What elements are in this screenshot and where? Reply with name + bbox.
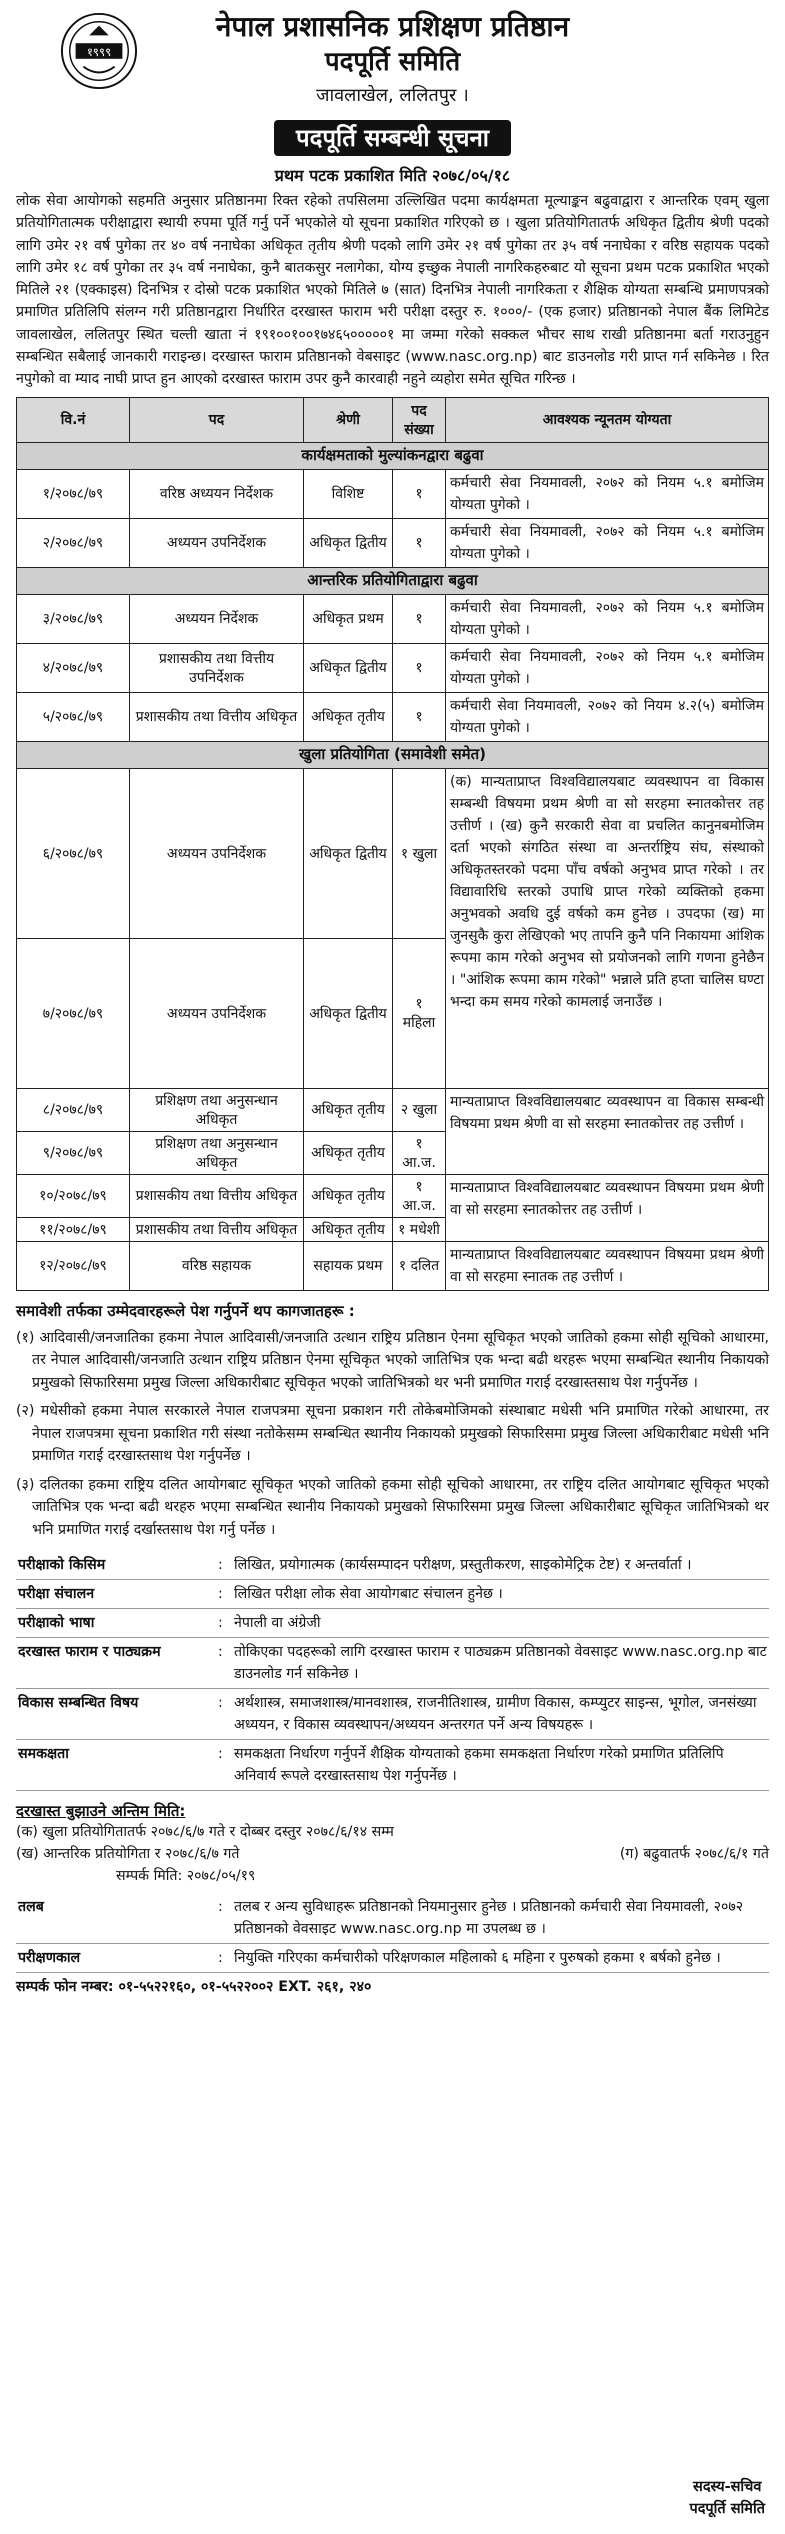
info-row bbox=[16, 1638, 769, 1689]
notice-banner: पदपूर्ति सम्बन्धी सूचना bbox=[274, 120, 511, 156]
info-value: अर्थशास्त्र, समाजशास्त्र/मानवशास्त्र, राजनीतिशास्त्र, ग्रामीण विकास, कम्प्युटर साइन्स, भूगोल, जनसंख्या अध्ययन, र विकास व्यवस्थापन/अध्ययन अन्तरगत पर्ने अन्य विषयहरू । bbox=[232, 1689, 769, 1740]
cell-count: १ bbox=[393, 594, 446, 643]
info-value: नियुक्ति गरिएका कर्मचारीको परिक्षणकाल महिलाको ६ महिना र पुरुषको हकमा १ बर्षको हुनेछ । bbox=[232, 1944, 769, 1973]
info-key: परीक्षा संचालन bbox=[16, 1580, 216, 1609]
cell-count: १ आ.ज. bbox=[393, 1131, 446, 1174]
info-row bbox=[16, 1689, 769, 1740]
info-key: विकास सम्बन्धित विषय bbox=[16, 1689, 216, 1740]
cell-level: अधिकृत द्वितीय bbox=[304, 938, 393, 1088]
cell-post: अध्ययन उपनिर्देशक bbox=[130, 518, 304, 567]
address: जावलाखेल, ललितपुर । bbox=[316, 85, 469, 106]
contact-phone: सम्पर्क फोन नम्बर: ०१-५५२२१६०, ०१-५५२२००२ EXT. २६१, २४० bbox=[16, 1979, 372, 1996]
cell-qualification: (क) मान्यताप्राप्त विश्वविद्यालयबाट व्यवस्थापन वा विकास सम्बन्धी विषयमा प्रथम श्रेणी वा सो सरहमा स्नातकोत्तर तह उत्तीर्ण । (ख) कुनै सरकारी सेवा वा प्रचलित कानुनबमोजिम दर्ता भएको संगठित संस्था वा अन्तर्राष्ट्रिय संघ, संस्थाको अधिकृतस्तरको पदमा पाँच वर्षको अनुभव प्राप्त गरेको । तर विद्यावारिधि स्तरको उपाधि प्राप्त गरेको व्यक्तिको हकमा अनुभवको अवधि दुई वर्षको कम हुनेछ । उपदफा (ख) मा जुनसुकै कुरा लेखिएको भए तापनि कुनै पनि निकायमा आंशिक रूपमा काम गरेको अनुभव सो प्रयोजनको लागि गणना हुनेछैन । "आंशिक रूपमा काम गरेको" भन्नाले प्रति हप्ता चालिस घण्टा भन्दा कम समय गरेको कामलाई जनाउँछ । bbox=[446, 768, 769, 1088]
cell-qualification: कर्मचारी सेवा नियमावली, २०७२ को नियम ५.१ बमोजिम योग्यता पुगेको । bbox=[446, 518, 769, 567]
info-sep: : bbox=[216, 1551, 232, 1580]
info-sep: : bbox=[216, 1580, 232, 1609]
cell-qualification: मान्यताप्राप्त विश्वविद्यालयबाट व्यवस्थापन विषयमा प्रथम श्रेणी वा सो सरहमा स्नातक तह उत्तीर्ण । bbox=[446, 1241, 769, 1290]
published-date: प्रथम पटक प्रकाशित मिति २०७८/०५/१८ bbox=[274, 166, 511, 185]
cell-qualification: कर्मचारी सेवा नियमावली, २०७२ को नियम ५.१ बमोजिम योग्यता पुगेको । bbox=[446, 643, 769, 692]
deadline-title: दरखास्त बुझाउने अन्तिम मिति: bbox=[16, 1802, 186, 1821]
info-sep: : bbox=[216, 1740, 232, 1791]
info-value: समकक्षता निर्धारण गर्नुपर्ने शैक्षिक योग्यताको हकमा समकक्षता निर्धारण गरेको प्रमाणित प्रतिलिपि अनिवार्य रूपले दरखास्तसाथ पेश गर्नुपर्नेछ । bbox=[232, 1740, 769, 1791]
signature-block bbox=[690, 2476, 766, 2520]
cell-qualification: मान्यताप्राप्त विश्वविद्यालयबाट व्यवस्थापन वा विकास सम्बन्धी विषयमा प्रथम श्रेणी वा सो सरहमा स्नातकोत्तर तह उत्तीर्ण । bbox=[446, 1088, 769, 1174]
signatory-committee: पदपूर्ति समिति bbox=[689, 2501, 765, 2517]
cell-count: १ महिला bbox=[393, 938, 446, 1088]
cell-level: अधिकृत द्वितीय bbox=[304, 643, 393, 692]
section-row bbox=[17, 741, 769, 768]
info-key: परीक्षाको भाषा bbox=[16, 1609, 216, 1638]
contact-date: सम्पर्क मिति: २०७८/०५/१९ bbox=[116, 1868, 256, 1885]
info-value: तलब र अन्य सुविधाहरू प्रतिष्ठानको नियमानुसार हुनेछ । प्रतिष्ठानको कर्मचारी सेवा नियमावली, २०७२ प्रतिष्ठानको वेवसाइट www.nasc.org.np मा उपलब्ध छ । bbox=[232, 1893, 769, 1944]
info-sep: : bbox=[216, 1893, 232, 1944]
cell-post: अध्ययन उपनिर्देशक bbox=[130, 938, 304, 1088]
cell-post: वरिष्ठ अध्ययन निर्देशक bbox=[130, 469, 304, 518]
info-value: नेपाली वा अंग्रेजी bbox=[232, 1609, 769, 1638]
cell-post: प्रशासकीय तथा वित्तीय अधिकृत bbox=[130, 1174, 304, 1217]
cell-post: अध्ययन उपनिर्देशक bbox=[130, 768, 304, 938]
deadline-row bbox=[16, 1843, 769, 1865]
cell-sn: ५/२०७८/७९ bbox=[17, 692, 130, 741]
posts-table bbox=[16, 397, 769, 1291]
section-title: कार्यक्षमताको मुल्यांकनद्वारा बढुवा bbox=[17, 442, 769, 469]
cell-post: प्रशासकीय तथा वित्तीय अधिकृत bbox=[130, 692, 304, 741]
cell-post: वरिष्ठ सहायक bbox=[130, 1241, 304, 1290]
section-title: आन्तरिक प्रतियोगिताद्वारा बढुवा bbox=[17, 567, 769, 594]
cell-qualification: कर्मचारी सेवा नियमावली, २०७२ को नियम ५.१ बमोजिम योग्यता पुगेको । bbox=[446, 594, 769, 643]
cell-post: अध्ययन निर्देशक bbox=[130, 594, 304, 643]
cell-count: १ bbox=[393, 518, 446, 567]
table-row bbox=[17, 692, 769, 741]
cell-post: प्रशिक्षण तथा अनुसन्धान अधिकृत bbox=[130, 1131, 304, 1174]
cell-count: १ आ.ज. bbox=[393, 1174, 446, 1217]
info-sep: : bbox=[216, 1944, 232, 1973]
intro-paragraph: लोक सेवा आयोगको सहमति अनुसार प्रतिष्ठानमा रिक्त रहेको तपसिलमा उल्लिखित पदमा कार्यक्षमता मूल्याङ्कन बढुवाद्वारा र आन्तरिक एवम् खुला प्रतियोगितात्मक परीक्षाद्वारा स्थायी रुपमा पूर्ति गर्नु पर्ने भएकोले यो सूचना प्रकाशित गरिएको छ । खुला प्रतियोगितातर्फ अधिकृत द्वितीय श्रेणी पदको लागि उमेर २१ वर्ष पुगेका तर ४० वर्ष ननाघेका अधिकृत तृतीय श्रेणी पदको लागि उमेर २१ वर्ष पुगेका तर ३५ वर्ष ननाघेका र वरिष्ठ सहायक पदको लागि उमेर १८ वर्ष पुगेका तर ३५ वर्ष ननाघेका, कुनै बातकसुर नलागेका, योग्य इच्छुक नेपाली नागरिकहरुबाट यो सूचना प्रथम पटक प्रकाशित भएको मितिले २१ (एक्काइस) दिनभित्र र दोस्रो पटक प्रकाशित भएको मितिले ७ (सात) दिनभित्र नेपाली नागरिकता र शैक्षिक योग्यता सम्बन्धि प्रमाणपत्रको प्रमाणित प्रतिलिपि संलग्न गरी प्रतिष्ठानद्वारा निर्धारित दरखास्त फाराम भरी परीक्षा दस्तुर रु. १०००/- (एक हजार) प्रतिष्ठानको नेपाल बैंक लिमिटेड जावलाखेल, ललितपुर स्थित चल्ती खाता नं १९१००१००१७४६५०००००१ मा जम्मा गरेको सक्कल भौचर साथ राखी प्रतिष्ठानमा बर्ता गराउनुहुन सम्बन्धित सबैलाई जानकारी गराइन्छ। दरखास्त फाराम प्रतिष्ठानको वेबसाइट (www.nasc.org.np) बाट डाउनलोड गरी प्राप्त गर्न सकिनेछ । रित नपुगेको वा म्याद नाघी प्राप्त हुन आएको दरखास्त फाराम उपर कुनै कारवाही नहुने व्यहोरा समेत सूचित गरिन्छ । bbox=[16, 193, 769, 388]
table-header-row bbox=[17, 397, 769, 442]
section-row bbox=[17, 567, 769, 594]
info-value: तोकिएका पदहरूको लागि दरखास्त फाराम र पाठ्यक्रम प्रतिष्ठानको वेवसाइट www.nasc.org.np बाट डाउनलोड गर्न सकिनेछ । bbox=[232, 1638, 769, 1689]
header bbox=[16, 0, 769, 118]
info-row bbox=[16, 1609, 769, 1638]
cell-sn: ३/२०७८/७९ bbox=[17, 594, 130, 643]
cell-post: प्रशिक्षण तथा अनुसन्धान अधिकृत bbox=[130, 1088, 304, 1131]
col-header-qualification: आवश्यक न्यूनतम योग्यता bbox=[446, 397, 769, 442]
inclusive-doc-item: (१) आदिवासी/जनजातिका हकमा नेपाल आदिवासी/जनजाति उत्थान राष्ट्रिय प्रतिष्ठान ऐनमा सूचिकृत भएको जातिको हकमा सोही सूचिको आधारमा, तर नेपाल आदिवासी/जनजाति उत्थान राष्ट्रिय प्रतिष्ठान ऐनमा सूचिकृत भएको जातिभित्र एक भन्दा बढी थरहरू भएमा सम्बन्धित स्थानीय निकायको प्रमुखको सिफारिसमा प्रमुख जिल्ला अधिकारीबाट सूचिकृत भएको जातिभित्रको थर भनी प्रमाणित गराई दरखास्तसाथ पेश गर्नुपर्नेछ । bbox=[16, 1329, 769, 1391]
cell-sn: ४/२०७८/७९ bbox=[17, 643, 130, 692]
cell-sn: २/२०७८/७९ bbox=[17, 518, 130, 567]
section-row bbox=[17, 442, 769, 469]
cell-sn: १०/२०७८/७९ bbox=[17, 1174, 130, 1217]
cell-level: अधिकृत प्रथम bbox=[304, 594, 393, 643]
inclusive-doc-item: (२) मधेसीको हकमा नेपाल सरकारले नेपाल राजपत्रमा सूचना प्रकाशन गरी तोकेबमोजिमको संस्थाबाट मधेसी भनि प्रमाणित गरेको आधारमा, तर नेपाल राजपत्रमा सूचना प्रकाशित गरी संस्था नतोकेसम्म सम्बन्धित स्थानीय निकायको प्रमुखको सिफारिसमा प्रमुख जिल्ला अधिकारीबाट मधेसी भनि प्रमाणित गराई दरखास्तसाथ पेश गर्नुपर्नेछ । bbox=[16, 1403, 770, 1465]
svg-text:१९९९: १९९९ bbox=[86, 44, 112, 59]
col-header-post: पद bbox=[130, 397, 304, 442]
info-sep: : bbox=[216, 1689, 232, 1740]
cell-sn: ११/२०७८/७९ bbox=[17, 1217, 130, 1241]
cell-sn: ८/२०७८/७९ bbox=[17, 1088, 130, 1131]
table-row bbox=[17, 768, 769, 938]
inclusive-docs-title: समावेशी तर्फका उम्मेदवारहरूले पेश गर्नुपर्ने थप कागजातहरू : bbox=[16, 1301, 355, 1320]
deadline-open: (क) खुला प्रतियोगितातर्फ २०७८/६/७ गते र दोब्बर दस्तुर २०७८/६/१४ सम्म bbox=[16, 1824, 394, 1841]
table-row bbox=[17, 1088, 769, 1131]
info-sep: : bbox=[216, 1638, 232, 1689]
info-row bbox=[16, 1740, 769, 1791]
info-key: परीक्षाको किसिम bbox=[16, 1551, 216, 1580]
cell-sn: १२/२०७८/७९ bbox=[17, 1241, 130, 1290]
signatory-title: सदस्य-सचिव bbox=[693, 2479, 762, 2495]
inclusive-doc-item: (३) दलितका हकमा राष्ट्रिय दलित आयोगबाट सूचिकृत भएको जातिको हकमा सोही सूचिको आधारमा, तर राष्ट्रिय दलित आयोगबाट सूचिकृत भएको जातिभित्र एक भन्दा बढी थरहरु भएमा सम्बन्धित स्थानीय निकायको प्रमुखको सिफारिसमा प्रमुख जिल्ला अधिकारीबाट सूचिकृत जातिभित्रको थर भनि प्रमाणित गराई दर्खास्तसाथ पेश गर्नु पर्नेछ । bbox=[16, 1476, 769, 1538]
cell-level: अधिकृत तृतीय bbox=[304, 692, 393, 741]
cell-sn: ६/२०७८/७९ bbox=[17, 768, 130, 938]
cell-count: १ bbox=[393, 469, 446, 518]
info-row bbox=[16, 1551, 769, 1580]
exam-info-table bbox=[16, 1551, 769, 1791]
cell-post: प्रशासकीय तथा वित्तीय अधिकृत bbox=[130, 1217, 304, 1241]
cell-count: १ bbox=[393, 643, 446, 692]
cell-level: अधिकृत द्वितीय bbox=[304, 768, 393, 938]
section-title: खुला प्रतियोगिता (समावेशी समेत) bbox=[17, 741, 769, 768]
cell-count: १ मधेशी bbox=[393, 1217, 446, 1241]
deadline-internal: (ख) आन्तरिक प्रतियोगिता र २०७८/६/७ गते bbox=[16, 1846, 240, 1863]
info-value: लिखित परीक्षा लोक सेवा आयोगबाट संचालन हुनेछ । bbox=[232, 1580, 769, 1609]
table-row bbox=[17, 1174, 769, 1217]
cell-level: अधिकृत तृतीय bbox=[304, 1088, 393, 1131]
cell-level: अधिकृत तृतीय bbox=[304, 1217, 393, 1241]
cell-count: १ खुला bbox=[393, 768, 446, 938]
deadline-block bbox=[16, 1821, 769, 1887]
cell-count: १ दलित bbox=[393, 1241, 446, 1290]
info-key: दरखास्त फाराम र पाठ्यक्रम bbox=[16, 1638, 216, 1689]
cell-sn: १/२०७८/७९ bbox=[17, 469, 130, 518]
cell-level: अधिकृत तृतीय bbox=[304, 1131, 393, 1174]
info-row bbox=[16, 1944, 769, 1973]
cell-level: सहायक प्रथम bbox=[304, 1241, 393, 1290]
footer-info-table bbox=[16, 1893, 769, 1973]
col-header-level: श्रेणी bbox=[304, 397, 393, 442]
cell-post: प्रशासकीय तथा वित्तीय उपनिर्देशक bbox=[130, 643, 304, 692]
cell-sn: ७/२०७८/७९ bbox=[17, 938, 130, 1088]
info-key: परीक्षणकाल bbox=[16, 1944, 216, 1973]
table-row bbox=[17, 594, 769, 643]
table-row bbox=[17, 518, 769, 567]
cell-level: अधिकृत द्वितीय bbox=[304, 518, 393, 567]
table-row bbox=[17, 643, 769, 692]
col-header-count: पद संख्या bbox=[393, 397, 446, 442]
info-sep: : bbox=[216, 1609, 232, 1638]
table-row bbox=[17, 1241, 769, 1290]
banner-wrap bbox=[16, 120, 769, 160]
committee-name: पदपूर्ति समिति bbox=[324, 47, 461, 77]
info-value: लिखित, प्रयोगात्मक (कार्यसम्पादन परीक्षण, प्रस्तुतीकरण, साइकोमेट्रिक टेष्ट) र अन्तर्वार्ता । bbox=[232, 1551, 769, 1580]
cell-level: अधिकृत तृतीय bbox=[304, 1174, 393, 1217]
cell-qualification: कर्मचारी सेवा नियमावली, २०७२ को नियम ५.१ बमोजिम योग्यता पुगेको । bbox=[446, 469, 769, 518]
cell-qualification: मान्यताप्राप्त विश्वविद्यालयबाट व्यवस्थापन विषयमा प्रथम श्रेणी वा सो सरहमा स्नातकोत्तर तह उत्तीर्ण । bbox=[446, 1174, 769, 1241]
table-row bbox=[17, 469, 769, 518]
cell-count: २ खुला bbox=[393, 1088, 446, 1131]
org-name: नेपाल प्रशासनिक प्रशिक्षण प्रतिष्ठान bbox=[215, 10, 570, 43]
col-header-sn: वि.नं bbox=[17, 397, 130, 442]
deadline-promotion: (ग) बढुवातर्फ २०७८/६/१ गते bbox=[619, 1846, 769, 1863]
cell-sn: ९/२०७८/७९ bbox=[17, 1131, 130, 1174]
cell-level: विशिष्ट bbox=[304, 469, 393, 518]
cell-count: १ bbox=[393, 692, 446, 741]
info-key: तलब bbox=[16, 1893, 216, 1944]
cell-qualification: कर्मचारी सेवा नियमावली, २०७२ को नियम ४.२(५) बमोजिम योग्यता पुगेको । bbox=[446, 692, 769, 741]
info-row bbox=[16, 1893, 769, 1944]
info-row bbox=[16, 1580, 769, 1609]
info-key: समकक्षता bbox=[16, 1740, 216, 1791]
